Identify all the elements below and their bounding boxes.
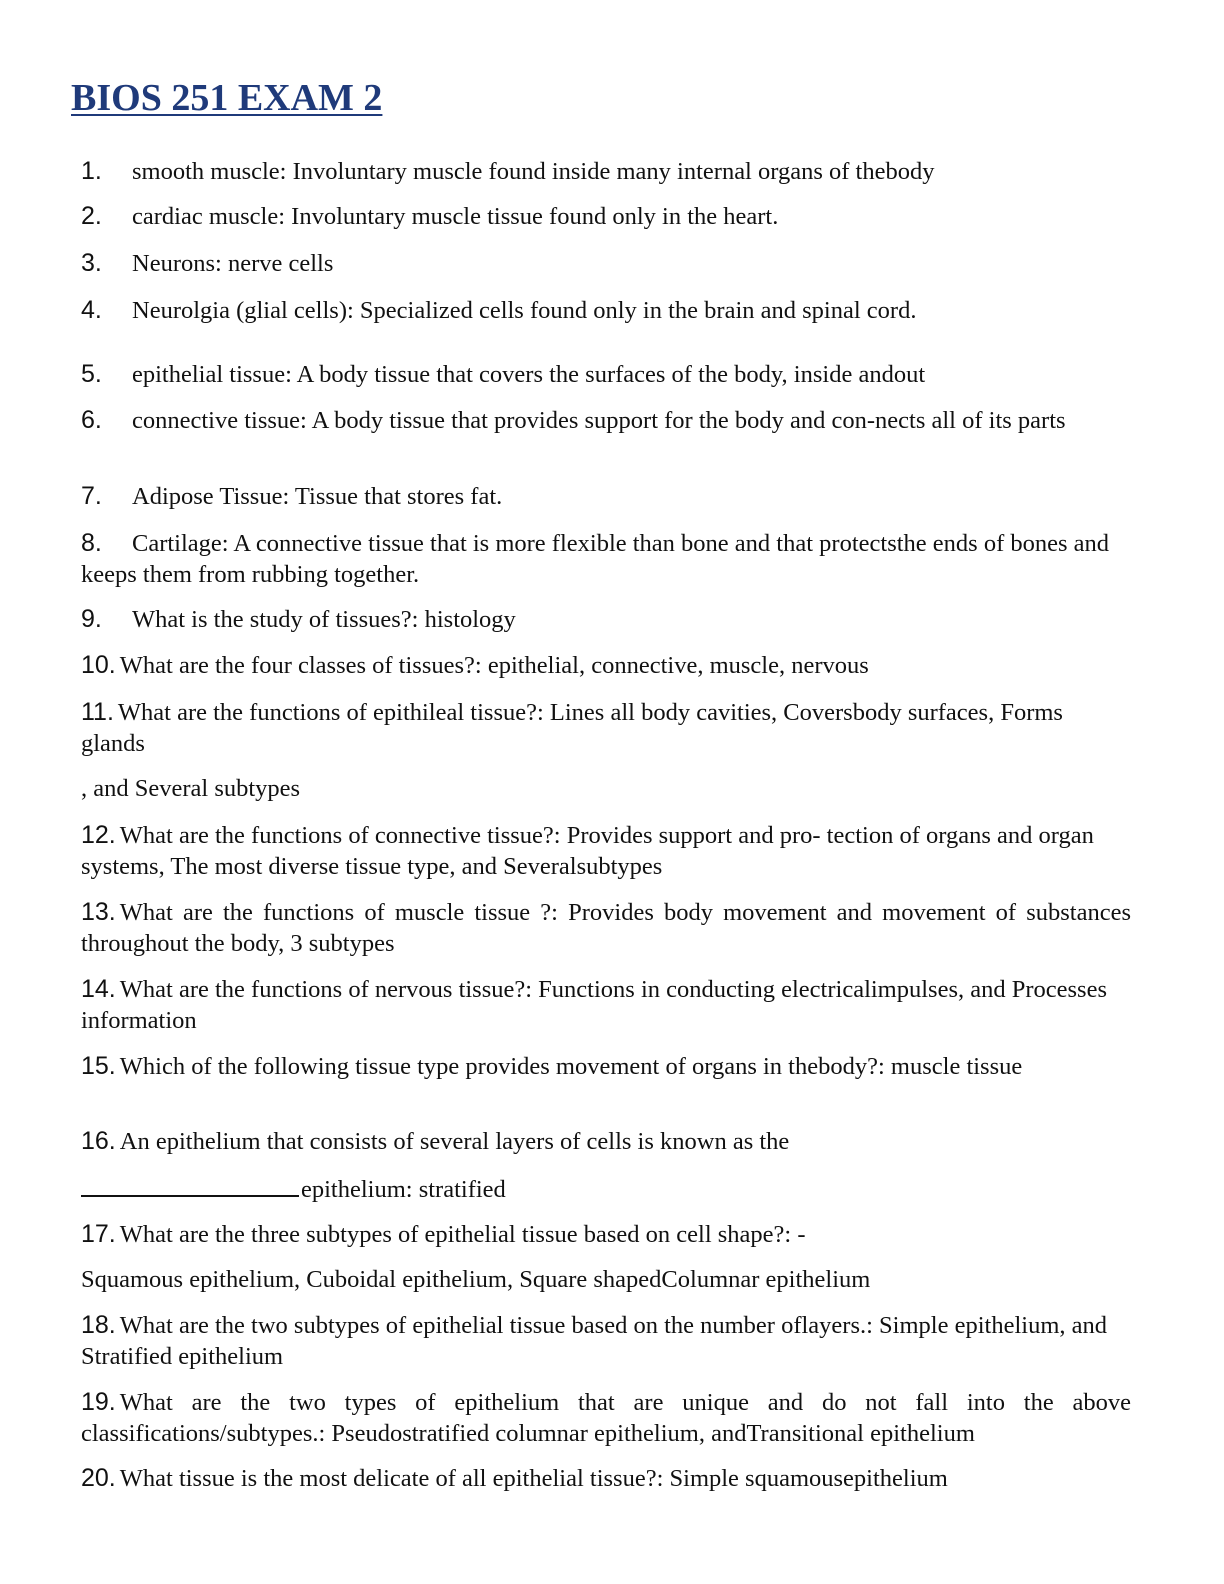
list-item — [81, 604, 1131, 635]
item-text: What are the four classes of tissues?: epithelial, connective, muscle, nervous — [119, 652, 869, 679]
item-continuation — [81, 1173, 506, 1205]
item-number: 19. — [81, 1388, 116, 1416]
item-text: smooth muscle: Involuntary muscle found inside many internal organs of thebody — [132, 158, 935, 185]
item-text: What are the functions of connective tissue?: Provides support and pro- tection of organs and organ systems, The most diverse tissue type, and Severalsubtypes — [81, 822, 1094, 880]
item-text: Neurolgia (glial cells): Specialized cells found only in the brain and spinal cord. — [132, 297, 917, 324]
item-text: epithelial tissue: A body tissue that covers the surfaces of the body, inside andout — [132, 361, 926, 388]
list-item — [81, 1463, 1131, 1494]
item-text: What tissue is the most delicate of all epithelial tissue?: Simple squamousepithelium — [119, 1465, 948, 1492]
item-text: What are the two subtypes of epithelial tissue based on the number oflayers.: Simple epithelium, and Stratified epithelium — [81, 1312, 1108, 1370]
item-number: 13. — [81, 898, 116, 926]
list-item — [81, 650, 1131, 681]
item-number: 17. — [81, 1220, 116, 1248]
item-number: 10. — [81, 651, 116, 679]
item-text: Cartilage: A connective tissue that is more flexible than bone and that protectsthe ends of bones and keeps them from rubbing together. — [81, 530, 1110, 588]
list-item — [81, 528, 1131, 590]
list-item — [81, 697, 1131, 759]
item-continuation: , and Several subtypes — [81, 775, 301, 802]
list-item — [81, 897, 1131, 959]
item-text: What are the functions of nervous tissue?: Functions in conducting electricalimpulses, and Processes information — [81, 976, 1108, 1034]
list-item — [81, 1387, 1131, 1449]
item-number: 8. — [81, 529, 102, 557]
answer-blank — [81, 1173, 299, 1197]
list-item — [81, 481, 1131, 512]
item-text: Adipose Tissue: Tissue that stores fat. — [132, 483, 503, 510]
item-text: connective tissue: A body tissue that provides support for the body and con-nects all of its parts — [132, 407, 1066, 434]
item-number: 4. — [81, 296, 102, 324]
item-text: What are the functions of epithileal tissue?: Lines all body cavities, Coversbody surfaces, Forms glands — [81, 699, 1063, 757]
item-text: cardiac muscle: Involuntary muscle tissue found only in the heart. — [132, 203, 779, 230]
list-item — [81, 359, 1131, 390]
list-item — [81, 156, 1131, 187]
item-text: An epithelium that consists of several layers of cells is known as the — [119, 1128, 790, 1155]
list-item — [81, 974, 1131, 1036]
list-item — [81, 248, 1131, 279]
item-number: 20. — [81, 1464, 116, 1492]
item-number: 9. — [81, 605, 102, 633]
item-continuation: Squamous epithelium, Cuboidal epithelium, Square shapedColumnar epithelium — [81, 1266, 871, 1293]
list-item — [81, 1051, 1131, 1082]
item-number: 5. — [81, 360, 102, 388]
list-item — [81, 405, 1131, 436]
item-number: 14. — [81, 975, 116, 1003]
item-number: 16. — [81, 1127, 116, 1155]
page-title: BIOS 251 EXAM 2 — [71, 77, 383, 119]
continuation-text: epithelium: stratified — [301, 1176, 506, 1203]
item-text: What are the two types of epithelium that are unique and do not fall into the above classifications/subtypes.: Pseudostratified columnar epithelium, andTransitional epithelium — [81, 1389, 1131, 1447]
list-item — [81, 820, 1131, 882]
item-number: 11. — [81, 698, 114, 726]
item-text: Neurons: nerve cells — [132, 250, 334, 277]
list-item — [81, 201, 1131, 232]
item-number: 7. — [81, 482, 102, 510]
list-item — [81, 1310, 1131, 1372]
item-text: Which of the following tissue type provides movement of organs in thebody?: muscle tissue — [119, 1053, 1023, 1080]
item-text: What is the study of tissues?: histology — [132, 606, 516, 633]
item-number: 3. — [81, 249, 102, 277]
list-item — [81, 1219, 1131, 1250]
item-text: What are the functions of muscle tissue ?: Provides body movement and movement of substances throughout the body, 3 subtypes — [81, 899, 1131, 957]
item-number: 6. — [81, 406, 102, 434]
item-number: 15. — [81, 1052, 116, 1080]
list-item — [81, 295, 1131, 326]
item-number: 2. — [81, 202, 102, 230]
list-item — [81, 1126, 1131, 1157]
item-number: 18. — [81, 1311, 116, 1339]
item-text: What are the three subtypes of epithelial tissue based on cell shape?: - — [119, 1221, 806, 1248]
item-number: 12. — [81, 821, 116, 849]
item-number: 1. — [81, 157, 102, 185]
